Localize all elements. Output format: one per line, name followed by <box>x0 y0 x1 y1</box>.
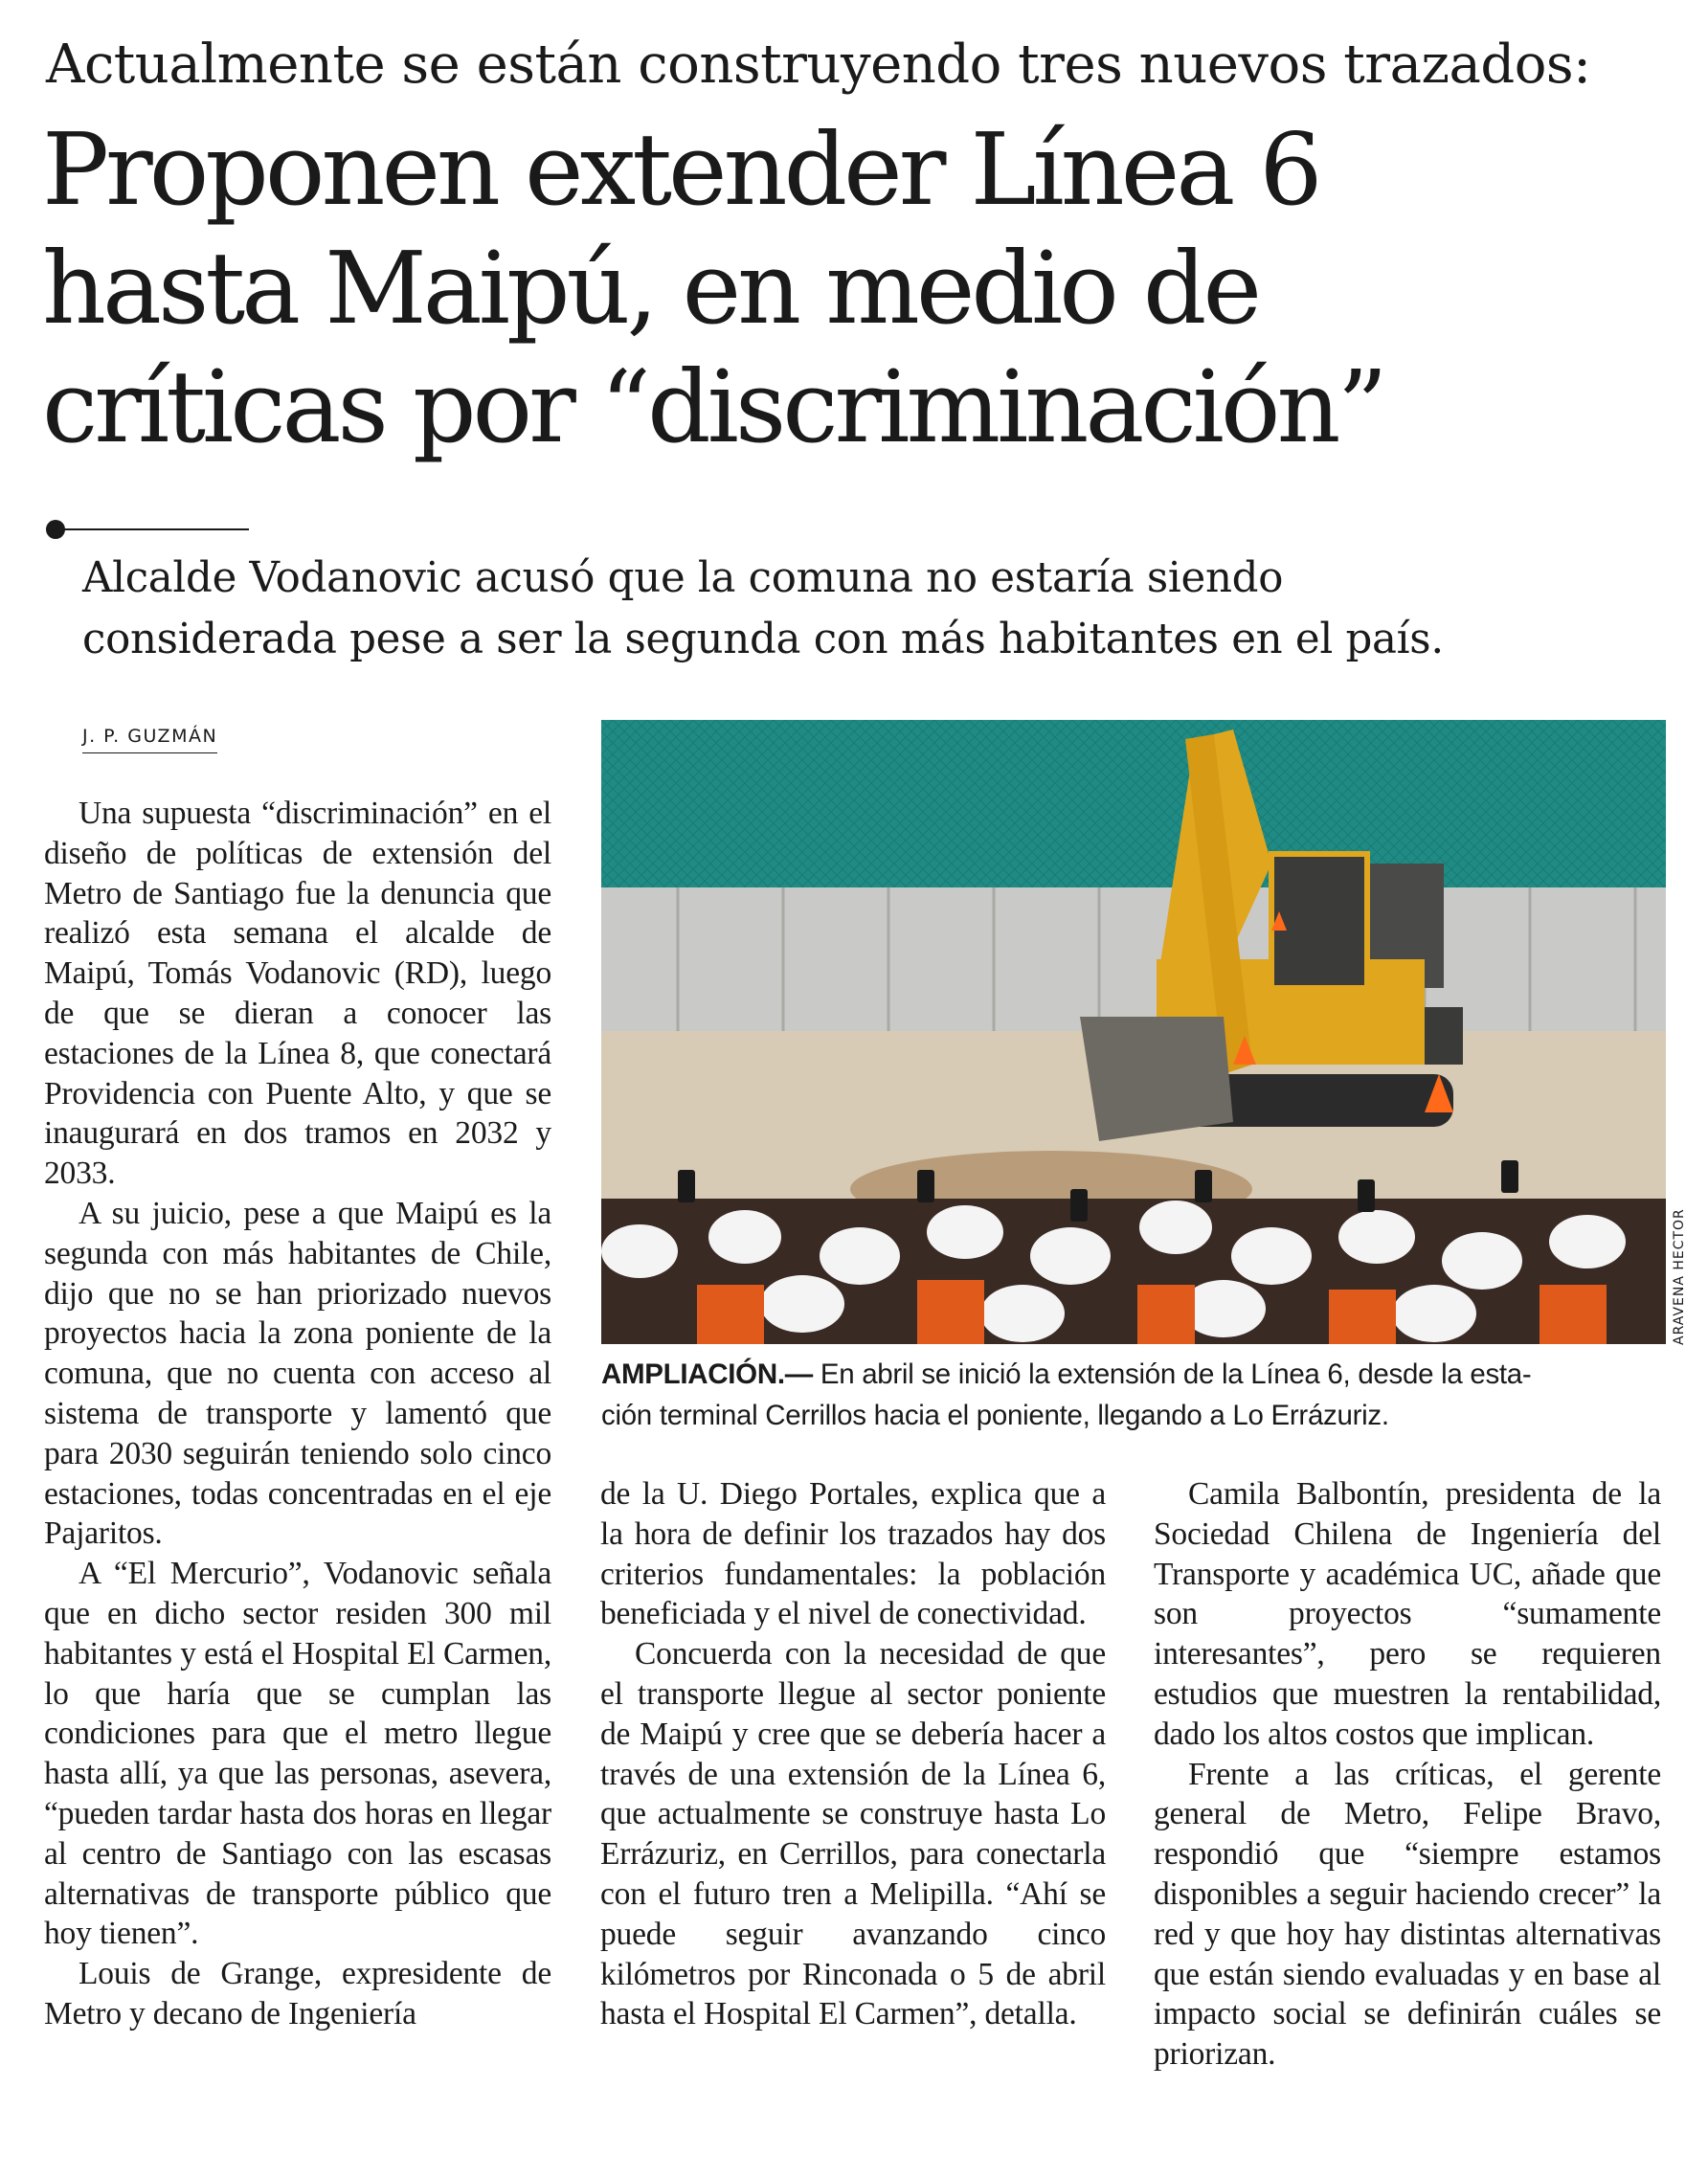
paragraph: A su juicio, pese a que Maipú es la segunda con más habitantes de Chile, dijo que no se han priorizado nuevos proyectos hacia la zona poniente de la comuna, que no cuenta con acceso al sistema de transporte y lamentó que para 2030 seguirán teniendo solo cinco estaciones, todas concentradas en el eje Pajaritos. <box>44 1195 551 1552</box>
divider-line <box>56 528 249 530</box>
caption-text-1: En abril se inició la extensión de la Línea 6, desde la esta- <box>812 1358 1532 1390</box>
caption-line-2: ción terminal Cerrillos hacia el poniente, llegando a Lo Errázuriz. <box>601 1400 1389 1431</box>
caption-line-1 <box>601 1354 1666 1395</box>
caption-label: AMPLIACIÓN.— <box>601 1358 813 1390</box>
paragraph: Concuerda con la necesidad de que el transporte llegue al sector poniente de Maipú y cree que se debería hacer a través de una extensión de la Línea 6, que actualmente se construye hasta Lo Errázuriz, en Cerrillos, para conectarla con el futuro tren a Melipilla. “Ahí se puede seguir avanzando cinco kilómetros por Rinconada o 5 de abril hasta el Hospital El Carmen”, detalla. <box>600 1636 1106 2032</box>
headline-line-3: críticas por “discriminación” <box>42 348 1384 465</box>
photo-caption <box>601 1354 1666 1436</box>
column-2 <box>600 1474 1106 2034</box>
headline-line-2: hasta Maipú, en medio de <box>42 230 1259 347</box>
column-1 <box>44 794 551 2034</box>
news-photo <box>601 720 1666 1344</box>
kicker: Actualmente se están construyendo tres nuevos trazados: <box>46 34 1591 96</box>
column-3 <box>1154 1474 1661 2075</box>
headline <box>42 110 1689 466</box>
deck-line-1: Alcalde Vodanovic acusó que la comuna no estaría siendo <box>82 554 1284 602</box>
paragraph: Louis de Grange, expresidente de Metro y decano de Ingeniería <box>44 1956 551 2031</box>
paragraph: de la U. Diego Portales, explica que a la hora de definir los trazados hay dos criterios fundamentales: la población beneficiada y el nivel de conectividad. <box>600 1476 1106 1632</box>
paragraph: Camila Balbontín, presidenta de la Sociedad Chilena de Ingeniería del Transporte y académica UC, añade que son proyectos “sumamente interesantes”, pero se requieren estudios que muestren la rentabilidad, dado los altos costos que implican. <box>1154 1476 1661 1752</box>
headline-line-1: Proponen extender Línea 6 <box>42 111 1319 228</box>
deck-line-2: considerada pese a ser la segunda con más habitantes en el país. <box>82 616 1444 663</box>
paragraph: A “El Mercurio”, Vodanovic señala que en dicho sector residen 300 mil habitantes y está el Hospital El Carmen, lo que haría que se cumplan las condiciones para que el metro llegue hasta allí, ya que las personas, asevera, “pueden tardar hasta dos horas en llegar al centro de Santiago con las escasas alternativas de transporte público que hoy tienen”. <box>44 1556 551 1952</box>
paragraph: Una supuesta “discriminación” en el diseño de políticas de extensión del Metro de Santiago fue la denuncia que realizó esta semana el alcalde de Maipú, Tomás Vodanovic (RD), luego de que se dieran a conocer las estaciones de la Línea 8, que conectará Providencia con Puente Alto, y que se inaugurará en dos tramos en 2032 y 2033. <box>44 796 551 1192</box>
byline: J. P. GUZMÁN <box>82 726 217 753</box>
photo-credit: ARAVENA HECTOR <box>1672 1208 1687 1345</box>
deck <box>82 548 1672 670</box>
paragraph: Frente a las críticas, el gerente general de Metro, Felipe Bravo, respondió que “siempre estamos disponibles a seguir haciendo crecer” la red y que hoy hay distintas alternativas que están siendo evaluadas y en base al impacto social se definirán cuáles se priorizan. <box>1154 1756 1661 2073</box>
excavator-photo-illustration <box>601 720 1666 1344</box>
